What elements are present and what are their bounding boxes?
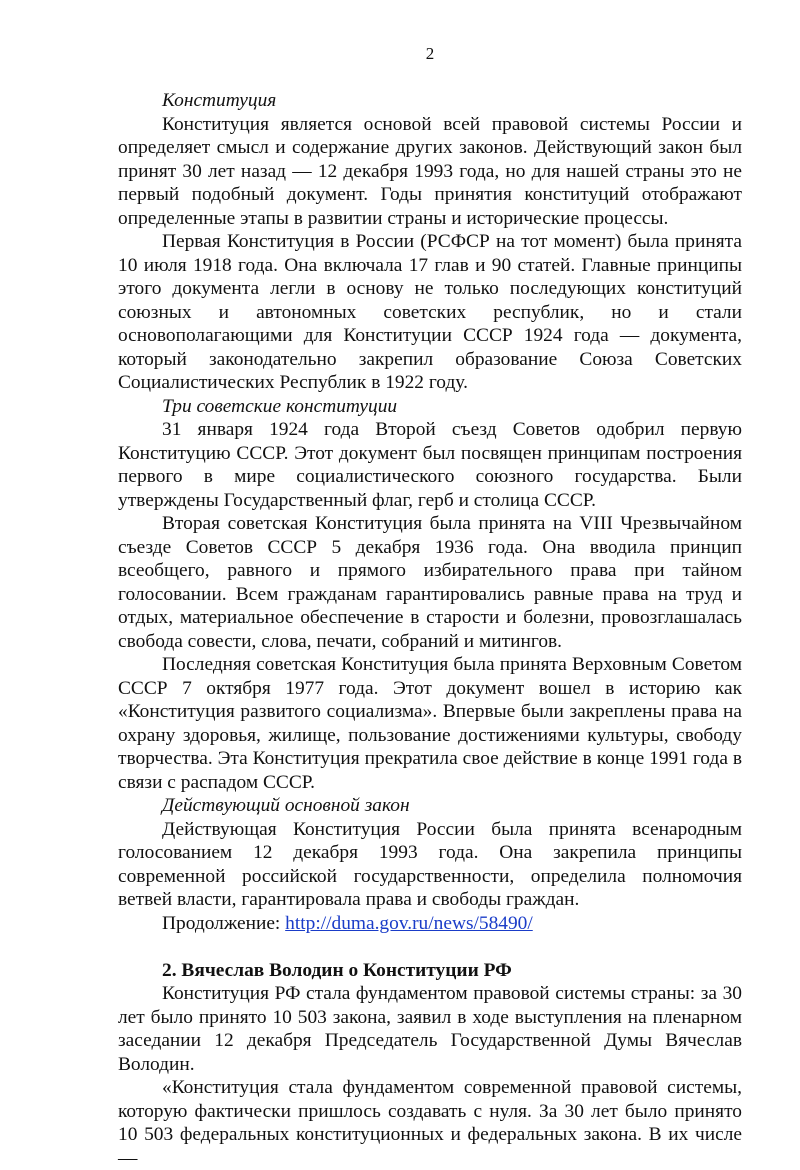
paragraph: Последняя советская Конституция была принята Верховным Советом СССР 7 октября 1977 года. Этот документ вошел в историю как «Конституция развитого социализма». Впервые были закреплены права на охрану здоровья, жилище, пользование достижениями культуры, свободу творчества. Эта Конституция прекратила свое действие в конце 1991 года в связи с распадом СССР.: [118, 654, 742, 793]
section-heading-current-law: Действующий основной закон: [162, 795, 410, 816]
paragraph: 31 января 1924 года Второй съезд Советов одобрил первую Конституцию СССР. Этот документ был посвящен принципам построения первого в мире социалистического союзного государства. Были утверждены Государственный флаг, герб и столица СССР.: [118, 419, 742, 511]
continuation-label: Продолжение:: [162, 912, 286, 934]
section-heading-constitution: Конституция: [162, 90, 277, 111]
paragraph: Вторая советская Конституция была принята на VIII Чрезвычайном съезде Советов СССР 5 декабря 1936 года. Она вводила принцип всеобщего, равного и прямого избирательного права при тайном голосовании. Всем гражданам гарантировались равные права на труд и отдых, материальное обеспечение в старости и болезни, провозглашалась свобода совести, слова, печати, собраний и митингов.: [118, 513, 742, 652]
paragraph: «Конституция стала фундаментом современной правовой системы, которую фактически пришлось создавать с нуля. За 30 лет было принято 10 503 федеральных конституционных и федеральных закона. В их числе —: [118, 1077, 742, 1169]
paragraph: Действующая Конституция России была принята всенародным голосованием 12 декабря 1993 года. Она закрепила принципы современной российской государственности, определила полномочия ветвей власти, гарантировала права и свободы граждан.: [118, 818, 742, 910]
paragraph: Первая Конституция в России (РСФСР на тот момент) была принята 10 июля 1918 года. Она включала 17 глав и 90 статей. Главные принципы этого документа легли в основу не только последующих конституций союзных и автономных советских республик, но и стали основополагающими для Конституции СССР 1924 года — документа, который законодательно закрепил образование Союза Советских Социалистических Республик в 1922 году.: [118, 231, 742, 393]
document-page: [118, 44, 742, 1170]
paragraph: Конституция РФ стала фундаментом правовой системы страны: за 30 лет было принято 10 503 закона, заявил в ходе выступления на пленарном заседании 12 декабря Председатель Государственной Думы Вячеслав Володин.: [118, 983, 742, 1075]
section-spacer: [118, 935, 742, 959]
continuation-link[interactable]: http://duma.gov.ru/news/58490/: [285, 912, 533, 934]
paragraph: Конституция является основой всей правовой системы России и определяет смысл и содержание других законов. Действующий закон был принят 30 лет назад — 12 декабря 1993 года, но для нашей страны это не первый подобный документ. Годы принятия конституций отображают определенные этапы в развитии страны и исторические процессы.: [118, 113, 742, 229]
page-number: 2: [425, 44, 435, 63]
continuation-line: [118, 912, 742, 936]
section-heading-soviet-constitutions: Три советские конституции: [162, 395, 398, 417]
section-heading-volodin: 2. Вячеслав Володин о Конституции РФ: [162, 959, 512, 981]
